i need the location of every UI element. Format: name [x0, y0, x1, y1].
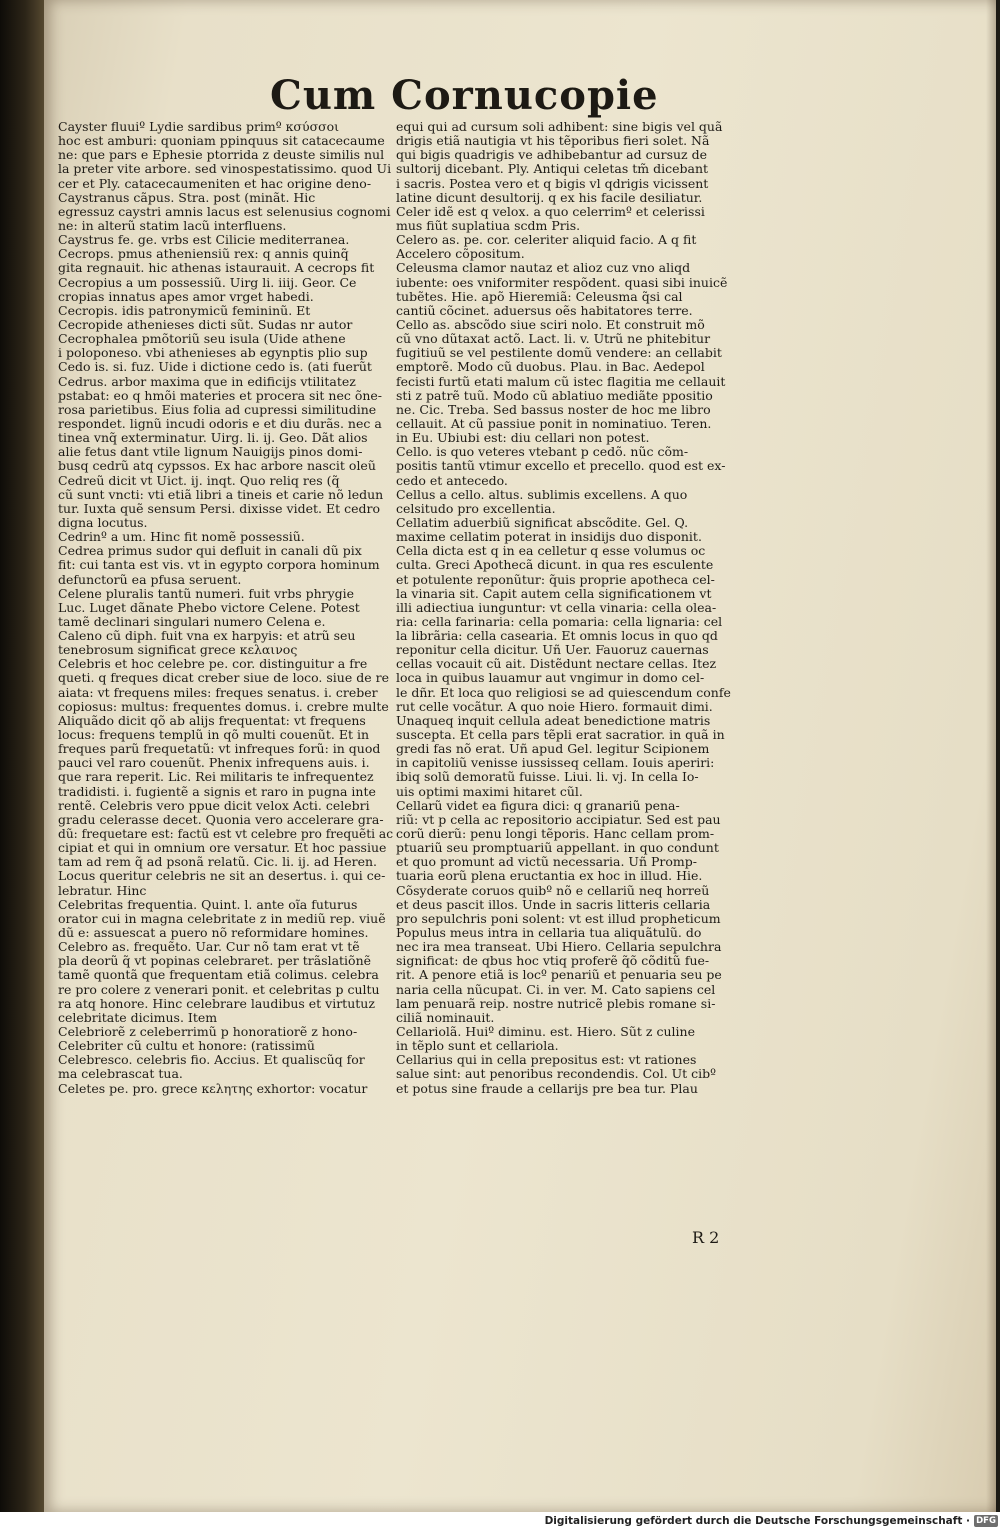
text-line: celebritate dicimus. Item — [58, 1010, 218, 1025]
text-line: Cedo is. si. fuz. Uide i dictione cedo is. (ati fuerũt — [58, 360, 372, 375]
text-line: ne: que pars e Ephesie ptorrida z deuste similis nul — [58, 148, 385, 163]
text-line: Celer idẽ est q velox. a quo celerrimº et celerissi — [396, 204, 705, 219]
text-line: pstabat: eo q hmõi materies et procera sit nec õne- — [58, 388, 383, 403]
text-line: Cecropide athenieses dicti sũt. Sudas nr autor — [58, 317, 353, 332]
text-line: Cello. is quo veteres vtebant p cedõ. nũc cõm- — [396, 445, 689, 460]
text-line: Cellariolã. Huiº diminu. est. Hiero. Sũt z culine — [396, 1025, 695, 1039]
text-line: equi qui ad cursum soli adhibent: sine bigis vel quã — [396, 120, 723, 134]
text-line: Celebriorẽ z celeberrimũ p honoratiorẽ z hono- — [58, 1025, 358, 1039]
text-line: ibiq solũ demoratũ fuisse. Liui. li. vj. In cella Io- — [396, 770, 699, 785]
text-line: fit: cui tanta est vis. vt in egypto corpora hominum — [58, 558, 380, 573]
text-line: Celebro as. frequẽto. Uar. Cur nõ tam erat vt tẽ — [58, 940, 360, 955]
text-line: re pro colere z venerari ponit. et celebritas p cultu — [58, 982, 380, 997]
text-line: alie fetus dant vtile lignum Nauigijs pinos domi- — [58, 445, 363, 460]
text-line: ma celebrascat tua. — [58, 1067, 183, 1082]
text-line: Celeusma clamor nautaz et alioz cuz vno aliqd — [396, 261, 691, 276]
text-line: cũ vno dũtaxat actõ. Lact. li. v. Utrũ ne phitebitur — [396, 332, 711, 347]
text-line: Aliquãdo dicit qõ ab alijs frequentat: vt frequens — [58, 713, 366, 728]
signature-mark: R 2 — [692, 1228, 720, 1247]
text-line: tenebrosum significat grece κελαινος — [58, 643, 298, 658]
text-line: Unaqueq inquit cellula adeat benedictione matris — [396, 713, 711, 728]
text-line: mus fiũt suplatiua scdm Pris. — [396, 218, 581, 233]
text-line: ria: cella farinaria: cella pomaria: cella lignaria: cel — [396, 614, 723, 629]
text-line: Cedrus. arbor maxima que in edificijs vtilitatez — [58, 374, 356, 389]
text-line: et potulente reponũtur: q̃uis proprie apotheca cel- — [396, 572, 715, 587]
text-line: tradidisti. i. fugientẽ a signis et raro in pugna inte — [58, 784, 376, 799]
funding-notice: Digitalisierung gefördert durch die Deutsche Forschungsgemeinschaft · — [544, 1515, 970, 1527]
text-line: Populus meus intra in cellaria tua aliquãtulũ. do — [396, 926, 702, 941]
text-line: que rara reperit. Lic. Rei militaris te infrequentez — [58, 770, 374, 785]
text-line: ne. Cic. Treba. Sed bassus noster de hoc me libro — [396, 402, 711, 417]
text-line: Caleno cũ diph. fuit vna ex harpyis: et atrũ seu — [58, 629, 356, 644]
binding-edge — [0, 0, 46, 1512]
text-line: maxime cellatim poterat in insidijs duo disponit. — [396, 530, 702, 545]
text-line: pla deorũ q̃ vt popinas celebraret. per trãslatiõnẽ — [58, 954, 372, 969]
text-line: aiata: vt frequens miles: freques senatus. i. creber — [58, 685, 378, 700]
text-line: ra atq honore. Hinc celebrare laudibus et virtutuz — [58, 996, 375, 1011]
text-line: riũ: vt p cella ac repositorio accipiatur. Sed est pau — [396, 812, 721, 827]
text-line: rut celle vocãtur. A quo noie Hiero. formauit dimi. — [396, 699, 713, 714]
text-line: le dñr. Et loca quo religiosi se ad quiescendum confe — [396, 685, 731, 700]
text-line: drigis etiã nautigia vt his tẽporibus fieri solet. Nã — [396, 134, 710, 149]
text-line: dũ e: assuescat a puero nõ reformidare homines. — [58, 926, 369, 941]
text-line: ciliã nominauit. — [396, 1010, 495, 1025]
text-line: gredi fas nõ erat. Uñ apud Gel. legitur Scipionem — [396, 742, 710, 757]
left-column — [58, 120, 393, 1096]
text-line: hoc est amburi: quoniam ppinquus sit catacecaume — [58, 134, 385, 149]
text-line: culta. Greci Apothecã dicunt. in qua res esculente — [396, 558, 714, 573]
text-line: Cellus a cello. altus. sublimis excellens. A quo — [396, 487, 688, 502]
text-line: Cecrophalea pmõtoriũ seu isula (Uide athene — [58, 332, 346, 347]
text-line: i sacris. Postea vero et q bigis vl qdrigis vicissent — [396, 176, 709, 191]
text-line: cũ sunt vncti: vti etiã libri a tineis et carie nõ ledun — [58, 487, 384, 502]
text-line: rit. A penore etiã is locº penariũ et penuaria seu pe — [396, 968, 722, 983]
text-line: qui bigis quadrigis ve adhibebantur ad cursuz de — [396, 148, 708, 163]
text-line: Celebriter cũ cultu et honore: (ratissimũ — [58, 1039, 315, 1054]
text-line: corũ dierũ: penu longi tẽporis. Hanc cellam prom- — [396, 827, 715, 842]
text-line: emptorẽ. Modo cũ duobus. Plau. in Bac. Aedepol — [396, 360, 705, 375]
text-line: nec ira mea transeat. Ubi Hiero. Cellaria sepulchra — [396, 940, 722, 955]
text-line: dũ: frequetare est: factũ est vt celebre pro frequẽti ac — [58, 827, 393, 842]
running-title: Cum Cornucopie — [270, 72, 659, 119]
text-line: la librãria: cella casearia. Et omnis locus in quo qd — [396, 629, 718, 644]
text-line: suscepta. Et cella pars tẽpli erat sacratior. in quã in — [396, 728, 725, 743]
text-line: Cedrea primus sudor qui defluit in canali dũ pix — [58, 544, 362, 559]
text-line: latine dicunt desultorij. q ex his facile desiliatur. — [396, 190, 703, 205]
text-line: tamẽ declinari singulari numero Celena e. — [58, 614, 326, 629]
text-line: pauci vel raro couenũt. Phenix infrequens auis. i. — [58, 756, 370, 771]
text-line: queti. q freques dicat creber siue de loco. siue de re — [58, 671, 389, 686]
text-line: tur. Iuxta quẽ sensum Persi. dixisse videt. Et cedro — [58, 501, 380, 516]
text-line: illi adiectiua iunguntur: vt cella vinaria: cella olea- — [396, 600, 717, 615]
text-line: significat: de qbus hoc vtiq proferẽ q̃õ cõditũ fue- — [396, 954, 710, 969]
text-line: Celene pluralis tantũ numeri. fuit vrbs phrygie — [58, 586, 355, 601]
text-line: tam ad rem q̃ ad psonã relatũ. Cic. li. ij. ad Heren. — [58, 855, 377, 870]
text-line: salue sint: aut penoribus recondendis. Col. Ut cibº — [396, 1067, 717, 1082]
text-line: Cedreũ dicit vt Uict. ij. inqt. Quo reliq res (q̃ — [58, 473, 340, 488]
text-line: Celero as. pe. cor. celeriter aliquid facio. A q fit — [396, 233, 697, 248]
text-line: cellauit. At cũ passiue ponit in nominatiuo. Teren. — [396, 416, 712, 431]
text-line: uis optimi maximi hitaret cũl. — [396, 784, 583, 799]
text-line: et quo promunt ad victũ necessaria. Uñ Promp- — [396, 855, 697, 870]
right-column — [396, 120, 766, 1096]
footer-bar — [0, 1512, 1000, 1531]
text-line: la vinaria sit. Capit autem cella significationem vt — [396, 586, 712, 601]
text-line: Accelero cõpositum. — [396, 247, 525, 262]
text-line: Cecropis. idis patronymicũ femininũ. Et — [58, 303, 311, 318]
text-line: Locus queritur celebris ne sit an desertus. i. qui ce- — [58, 869, 386, 884]
text-line: busq cedrũ atq cypssos. Ex hac arbore nascit oleũ — [58, 459, 376, 474]
text-line: gradu celerasse decet. Quonia vero accelerare gra- — [58, 812, 384, 827]
text-line: Cecrops. pmus atheniensiũ rex: q annis quinq̃ — [58, 247, 349, 262]
text-line: orator cui in magna celebritate z in mediũ rep. viuẽ — [58, 911, 386, 926]
dfg-logo: DFG — [974, 1515, 998, 1527]
text-line: cellas vocauit cũ ait. Distẽdunt nectare cellas. Itez — [396, 657, 717, 672]
text-line: cipiat et qui in omnium ore versatur. Et hoc passiue — [58, 841, 387, 856]
text-line: et potus sine fraude a cellarijs pre bea tur. Plau — [396, 1081, 698, 1096]
text-line: ptuariũ seu promptuariũ appellant. in quo condunt — [396, 841, 719, 856]
text-line: freques parũ frequetatũ: vt infreques forũ: in quod — [58, 742, 381, 757]
text-line: copiosus: multus: frequentes domus. i. crebre multe — [58, 699, 389, 714]
text-line: naria cella nũcupat. Ci. in ver. M. Cato sapiens cel — [396, 982, 716, 997]
text-line: Celebris et hoc celebre pe. cor. distinguitur a fre — [58, 657, 368, 672]
text-line: positis tantũ vtimur excello et precello. quod est ex- — [396, 459, 726, 474]
text-line: cantiũ cõcinet. aduersus oẽs habitatores terre. — [396, 303, 693, 318]
text-line: celsitudo pro excellentia. — [396, 501, 556, 516]
text-line: in tẽplo sunt et cellariola. — [396, 1039, 559, 1054]
text-line: Cecropius a um possessiũ. Uirg li. iiij. Geor. Ce — [58, 275, 357, 290]
text-line: rosa parietibus. Eius folia ad cupressi similitudine — [58, 402, 377, 417]
text-line: locus: frequens templũ in qõ multi couenũt. Et in — [58, 728, 369, 743]
text-line: Celetes pe. pro. grece κελητης exhortor: vocatur — [58, 1081, 368, 1096]
text-line: reponitur cella dicitur. Uñ Uer. Fauoruz cauernas — [396, 643, 709, 658]
text-line: lam penuarã reip. nostre nutricẽ plebis romane si- — [396, 996, 716, 1011]
text-line: tamẽ quontã que frequentam etiã colimus. celebra — [58, 968, 379, 983]
text-line: Cellarũ videt ea figura dici: q granariũ pena- — [396, 798, 680, 813]
text-line: Cellatim aduerbiũ significat abscõdite. Gel. Q. — [396, 515, 689, 530]
text-line: Cayster fluuiº Lydie sardibus primº κσύσσοι — [58, 120, 340, 134]
text-line: Celebritas frequentia. Quint. l. ante oĩa futurus — [58, 897, 358, 912]
text-line: Cellarius qui in cella prepositus est: vt rationes — [396, 1053, 697, 1068]
text-line: gita regnauit. hic athenas istaurauit. A cecrops fit — [58, 261, 375, 276]
text-line: ne: in alterũ statim lacũ interfluens. — [58, 218, 287, 233]
text-line: pro sepulchris poni solent: vt est illud propheticum — [396, 911, 721, 926]
text-line: Luc. Luget dãnate Phebo victore Celene. Potest — [58, 600, 360, 615]
text-line: egressuz caystri amnis lacus est selenusius cognomi — [58, 204, 391, 219]
text-line: fugitiuũ se vel pestilente domũ vendere: an cellabit — [396, 346, 722, 361]
text-line: cropias innatus apes amor vrget habedi. — [58, 289, 314, 304]
text-line: in capitoliũ venisse iussisseq cellam. Iouis aperiri: — [396, 756, 715, 771]
text-line: iubente: oes vniformiter respõdent. quasi sibi inuicẽ — [396, 275, 728, 290]
text-line: Celebresco. celebris fio. Accius. Et qualiscũq for — [58, 1053, 365, 1068]
text-line: et deus pascit illos. Unde in sacris litteris cellaria — [396, 897, 711, 912]
text-line: Cõsyderate coruos quibº nõ e cellariũ neq horreũ — [396, 883, 710, 898]
text-line: fecisti furtũ etati malum cũ istec flagitia me cellauit — [396, 374, 726, 389]
text-line: Cedrinº a um. Hinc fit nomẽ possessiũ. — [58, 530, 305, 545]
text-line: loca in quibus lauamur aut vngimur in domo cel- — [396, 671, 705, 686]
text-line: Cello as. abscõdo siue sciri nolo. Et construit mõ — [396, 317, 705, 332]
text-line: sultorij dicebant. Ply. Antiqui celetas tm̃ dicebant — [396, 162, 709, 177]
text-line: respondet. lignũ incudi odoris e et diu durãs. nec a — [58, 416, 382, 431]
text-line: cedo et antecedo. — [396, 473, 508, 488]
text-line: Caystrus fe. ge. vrbs est Cilicie mediterranea. — [58, 233, 350, 248]
text-line: la preter vite arbore. sed vinospestatissimo. quod Ui — [58, 162, 392, 177]
text-line: lebratur. Hinc — [58, 883, 147, 898]
text-line: sti z patrẽ tuũ. Modo cũ ablatiuo mediãte ppositio — [396, 388, 713, 403]
text-line: rentẽ. Celebris vero ppue dicit velox Acti. celebri — [58, 798, 370, 813]
text-line: i poloponeso. vbi athenieses ab egynptis plio sup — [58, 346, 368, 361]
text-line: cer et Ply. catacecaumeniten et hac origine deno- — [58, 176, 372, 191]
text-line: in Eu. Ubiubi est: diu cellari non potest. — [396, 431, 650, 446]
text-line: Caystranus cãpus. Stra. post (minãt. Hic — [58, 190, 316, 205]
text-line: tubẽtes. Hie. apõ Hieremiã: Celeusma q̃si cal — [396, 289, 683, 304]
text-line: tinea vnq̃ exterminatur. Uirg. li. ij. Geo. Dãt alios — [58, 431, 368, 446]
text-line: tuaria eorũ plena eructantia ex hoc in illud. Hie. — [396, 869, 703, 884]
text-line: Cella dicta est q in ea celletur q esse volumus oc — [396, 544, 706, 559]
book-page — [44, 0, 996, 1512]
text-line: defunctorũ ea pfusa seruent. — [58, 572, 242, 587]
text-line: digna locutus. — [58, 515, 148, 530]
